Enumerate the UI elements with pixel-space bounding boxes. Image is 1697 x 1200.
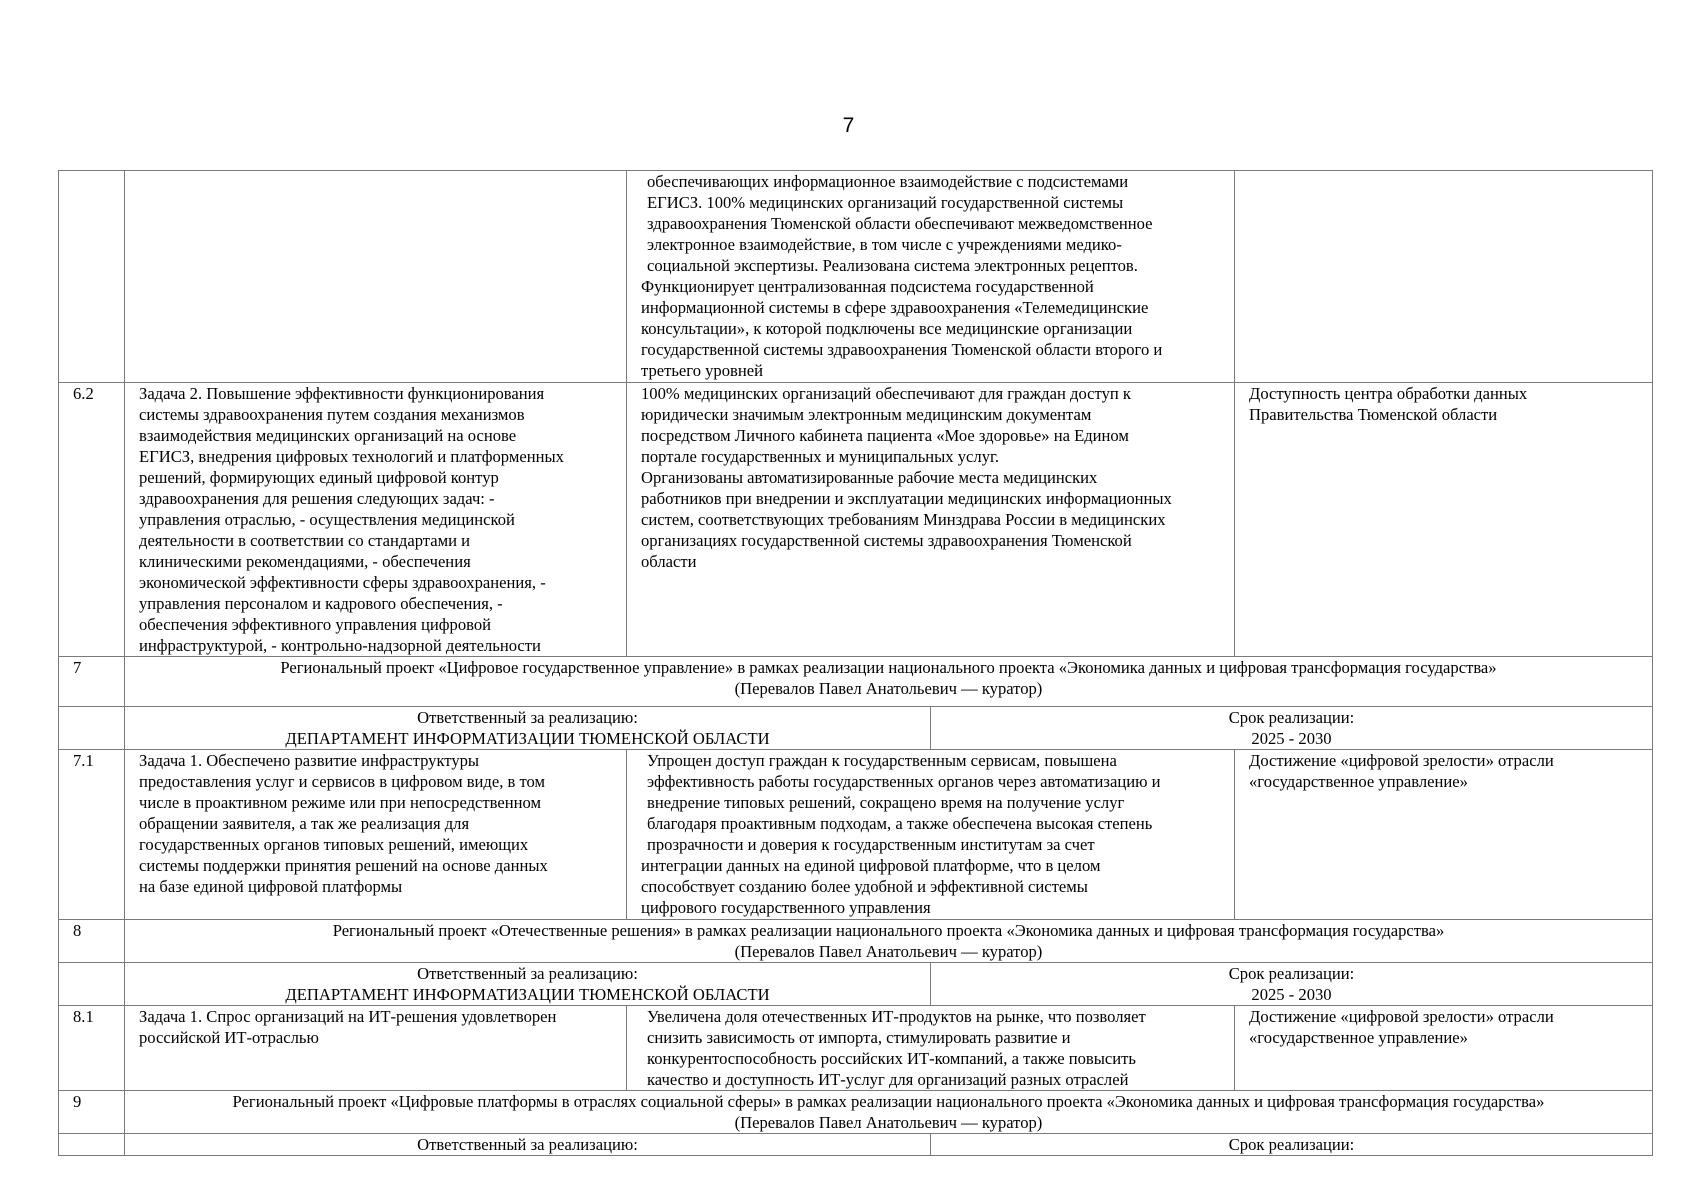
- text-line: государственных органов типовых решений, имеющих: [139, 835, 529, 854]
- text-line: третьего уровней: [641, 361, 763, 380]
- text-line: цифрового государственного управления: [641, 898, 931, 917]
- text-line: Доступность центра обработки данных: [1249, 384, 1528, 403]
- text-line: посредством Личного кабинета пациента «Мое здоровье» на Едином: [641, 426, 1129, 445]
- term-label: Срок реализации:: [1228, 1135, 1355, 1154]
- text-line: Региональный проект «Цифровое государственное управление» в рамках реализации национального проекта «Экономика данных и цифровая трансформация государства»: [280, 658, 1497, 677]
- task-cell: [125, 383, 627, 657]
- indicator-cell: [1235, 1006, 1653, 1091]
- text-line: электронное взаимодействие, в том числе с учреждениями медико-: [647, 235, 1122, 254]
- result-cell: [627, 750, 1235, 920]
- text-line: инфраструктурой, - контрольно-надзорной деятельности: [139, 636, 541, 655]
- text-line: Достижение «цифровой зрелости» отрасли: [1249, 751, 1554, 770]
- section-8-responsible-row: [59, 963, 1653, 1006]
- text-line: государственной системы здравоохранения Тюменской области второго и: [641, 340, 1163, 359]
- table-row-7-1: [59, 750, 1653, 920]
- responsible-label: Ответственный за реализацию:: [417, 964, 638, 983]
- section-8-title-row: [59, 920, 1653, 963]
- result-cell: [627, 383, 1235, 657]
- page-number: 7: [842, 114, 855, 137]
- text-line: системы поддержки принятия решений на основе данных: [139, 856, 548, 875]
- responsible-cell: [125, 707, 931, 750]
- row-number: 7.1: [59, 750, 125, 920]
- text-line: (Перевалов Павел Анатольевич — куратор): [734, 1113, 1043, 1132]
- term-cell: [931, 707, 1653, 750]
- text-line: способствует созданию более удобной и эффективной системы: [641, 877, 1088, 896]
- text-line: конкурентоспособность российских ИТ-компаний, а также повысить: [647, 1049, 1136, 1068]
- row-number-cell: [59, 963, 125, 1006]
- text-line: взаимодействия медицинских организаций на основе: [139, 426, 517, 445]
- text-line: экономической эффективности сферы здравоохранения, -: [139, 573, 546, 592]
- text-line: российской ИТ-отраслью: [139, 1028, 319, 1047]
- text-line: Достижение «цифровой зрелости» отрасли: [1249, 1007, 1554, 1026]
- text-line: консультации», к которой подключены все медицинские организации: [641, 319, 1133, 338]
- section-7-title-row: [59, 657, 1653, 707]
- text-line: на базе единой цифровой платформы: [139, 877, 403, 896]
- program-table: [58, 170, 1653, 1156]
- term-label: Срок реализации:: [1228, 964, 1355, 983]
- text-line: Организованы автоматизированные рабочие места медицинских: [641, 468, 1098, 487]
- text-line: области: [641, 552, 697, 571]
- text-line: числе в проактивном режиме или при непосредственном: [139, 793, 541, 812]
- text-line: информационной системы в сфере здравоохранения «Телемедицинские: [641, 298, 1149, 317]
- text-line: качество и доступность ИТ-услуг для организаций разных отраслей: [647, 1070, 1129, 1089]
- text-line: Региональный проект «Цифровые платформы в отраслях социальной сферы» в рамках реализации национального проекта «Экономика данных и цифровая трансформация государства»: [232, 1092, 1545, 1111]
- text-line: здравоохранения для решения следующих задач: -: [139, 489, 495, 508]
- text-line: юридически значимым электронным медицинским документам: [641, 405, 1092, 424]
- term-label: Срок реализации:: [1228, 708, 1355, 727]
- text-line: предоставления услуг и сервисов в цифровом виде, в том: [139, 772, 546, 791]
- row-number: 6.2: [59, 383, 125, 657]
- text-line: внедрение типовых решений, сокращено время на получение услуг: [647, 793, 1125, 812]
- text-line: Задача 2. Повышение эффективности функционирования: [139, 384, 545, 403]
- text-line: прозрачности и доверия к государственным институтам за счет: [647, 835, 1095, 854]
- text-line: управления персоналом и кадрового обеспечения, -: [139, 594, 503, 613]
- text-line: Увеличена доля отечественных ИТ-продуктов на рынке, что позволяет: [647, 1007, 1146, 1026]
- row-number-cell: [59, 707, 125, 750]
- indicator-cell: [1235, 171, 1653, 383]
- section-9-responsible-row: [59, 1134, 1653, 1156]
- term-cell: [931, 963, 1653, 1006]
- row-number: 8: [59, 920, 125, 963]
- task-cell: [125, 1006, 627, 1091]
- text-line: ЕГИСЗ, внедрения цифровых технологий и платформенных: [139, 447, 564, 466]
- text-line: «государственное управление»: [1249, 1028, 1468, 1047]
- text-line: 100% медицинских организаций обеспечивают для граждан доступ к: [641, 384, 1131, 403]
- text-line: обеспечивающих информационное взаимодействие с подсистемами: [647, 172, 1129, 191]
- responsible-cell: [125, 1134, 931, 1156]
- result-cell: [627, 1006, 1235, 1091]
- text-line: Функционирует централизованная подсистема государственной: [641, 277, 1094, 296]
- text-line: Задача 1. Обеспечено развитие инфраструктуры: [139, 751, 480, 770]
- table-row-6-1-continuation: [59, 171, 1653, 383]
- result-cell: [627, 171, 1235, 383]
- text-line: ЕГИСЗ. 100% медицинских организаций государственной системы: [647, 193, 1124, 212]
- indicator-cell: [1235, 750, 1653, 920]
- text-line: эффективность работы государственных органов через автоматизацию и: [647, 772, 1161, 791]
- responsible-value: ДЕПАРТАМЕНТ ИНФОРМАТИЗАЦИИ ТЮМЕНСКОЙ ОБЛАСТИ: [285, 985, 770, 1004]
- term-cell: [931, 1134, 1653, 1156]
- text-line: обращении заявителя, а так же реализация для: [139, 814, 470, 833]
- text-line: портале государственных и муниципальных услуг.: [641, 447, 1000, 466]
- text-line: снизить зависимость от импорта, стимулировать развитие и: [647, 1028, 1071, 1047]
- text-line: «государственное управление»: [1249, 772, 1468, 791]
- indicator-cell: [1235, 383, 1653, 657]
- text-line: интеграции данных на единой цифровой платформе, что в целом: [641, 856, 1101, 875]
- section-7-responsible-row: [59, 707, 1653, 750]
- text-line: здравоохранения Тюменской области обеспечивают межведомственное: [647, 214, 1153, 233]
- section-title: [125, 657, 1653, 707]
- text-line: управления отраслью, - осуществления медицинской: [139, 510, 515, 529]
- row-number-cell: [59, 1134, 125, 1156]
- text-line: систем, соответствующих требованиям Минздрава России в медицинских: [641, 510, 1166, 529]
- text-line: Упрощен доступ граждан к государственным сервисам, повышена: [647, 751, 1117, 770]
- responsible-value: ДЕПАРТАМЕНТ ИНФОРМАТИЗАЦИИ ТЮМЕНСКОЙ ОБЛАСТИ: [285, 729, 770, 748]
- text-line: Региональный проект «Отечественные решения» в рамках реализации национального проекта «Экономика данных и цифровая трансформация государства»: [332, 921, 1445, 940]
- text-line: благодаря проактивным подходам, а также обеспечена высокая степень: [647, 814, 1153, 833]
- text-line: Правительства Тюменской области: [1249, 405, 1498, 424]
- row-number: 9: [59, 1091, 125, 1134]
- text-line: деятельности в соответствии со стандартами и: [139, 531, 471, 550]
- table-row-6-2: [59, 383, 1653, 657]
- table-row-8-1: [59, 1006, 1653, 1091]
- row-number: 7: [59, 657, 125, 707]
- text-line: решений, формирующих единый цифровой контур: [139, 468, 499, 487]
- text-line: (Перевалов Павел Анатольевич — куратор): [734, 679, 1043, 698]
- row-number-cell: [59, 171, 125, 383]
- section-title: [125, 920, 1653, 963]
- term-value: 2025 - 2030: [1251, 729, 1332, 748]
- text-line: системы здравоохранения путем создания механизмов: [139, 405, 525, 424]
- text-line: (Перевалов Павел Анатольевич — куратор): [734, 942, 1043, 961]
- text-line: Задача 1. Спрос организаций на ИТ-решения удовлетворен: [139, 1007, 557, 1026]
- responsible-label: Ответственный за реализацию:: [417, 1135, 638, 1154]
- term-value: 2025 - 2030: [1251, 985, 1332, 1004]
- row-number: 8.1: [59, 1006, 125, 1091]
- task-cell: [125, 171, 627, 383]
- section-9-title-row: [59, 1091, 1653, 1134]
- text-line: работников при внедрении и эксплуатации медицинских информационных: [641, 489, 1172, 508]
- text-line: клиническими рекомендациями, - обеспечения: [139, 552, 471, 571]
- text-line: социальной экспертизы. Реализована система электронных рецептов.: [647, 256, 1138, 275]
- responsible-label: Ответственный за реализацию:: [417, 708, 638, 727]
- task-cell: [125, 750, 627, 920]
- text-line: организациях государственной системы здравоохранения Тюменской: [641, 531, 1132, 550]
- text-line: обеспечения эффективного управления цифровой: [139, 615, 492, 634]
- responsible-cell: [125, 963, 931, 1006]
- section-title: [125, 1091, 1653, 1134]
